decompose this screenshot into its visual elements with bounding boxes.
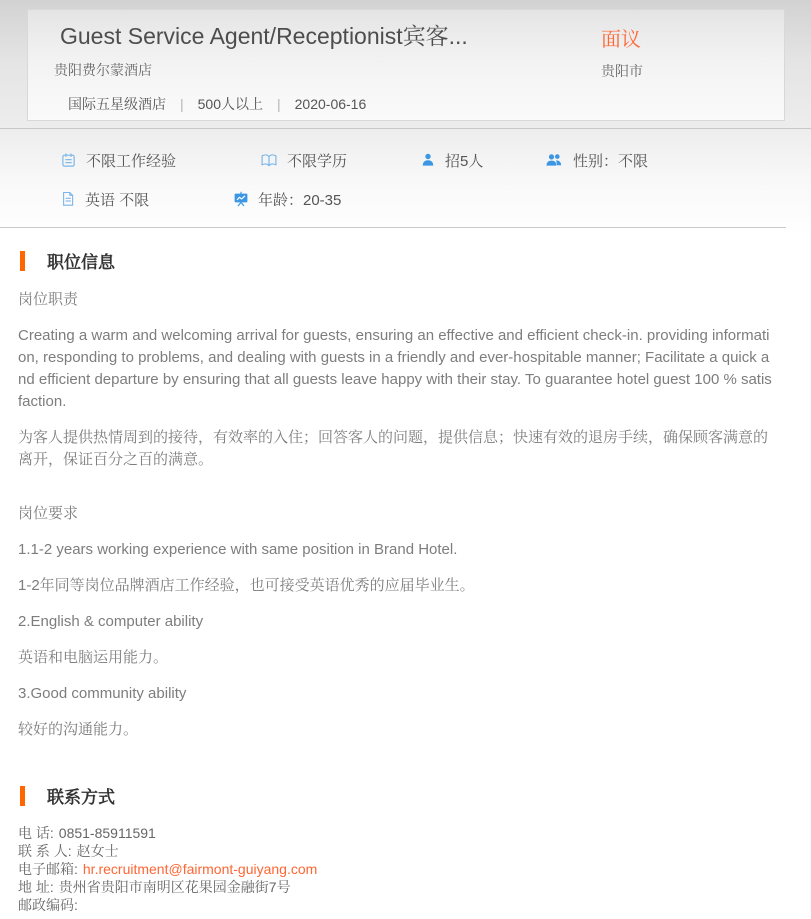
meta-gender [545,150,648,171]
meta-age [233,189,341,210]
contact-email-line [18,860,774,878]
meta-language-label: 英语 不限 [85,191,150,209]
people-icon [545,152,564,168]
address-value: 贵州省贵阳市南明区花果园金融街7号 [58,879,291,895]
chart-board-icon [233,191,249,207]
meta-gender-label: 性别：不限 [573,152,649,170]
phone-value: 0851-85911591 [58,825,156,841]
meta-row-1 [60,148,811,172]
section-accent-bar [20,251,25,271]
contact-person-label: 联 系 人: [18,843,72,859]
job-duty-cn: 为客人提供热情周到的接待，有效率的入住；回答客人的问题，提供信息；快速有效的退房手续，确保顾客满意的离开，保证百分之百的满意。 [18,429,769,468]
tag-company-size: 500人以上 [197,96,263,112]
section-job-info-title: 职位信息 [47,253,115,272]
contact-postcode-line [18,896,774,914]
meta-age-label: 年龄：20-35 [258,191,342,209]
postcode-label: 邮政编码: [18,897,78,913]
meta-experience [60,150,260,171]
clipboard-icon [60,152,77,169]
job-city: 贵阳市 [601,63,643,79]
meta-education [260,150,420,171]
section-contact [0,783,786,808]
meta-headcount [420,150,545,171]
job-meta-band [0,129,811,227]
tag-separator: | [277,96,281,112]
contact-person-line [18,842,774,860]
job-header-band [0,0,811,129]
requirement-3-cn: 较好的沟通能力。 [18,721,139,738]
book-icon [260,152,278,169]
requirement-2-cn: 英语和电脑运用能力。 [18,649,169,666]
salary-negotiable: 面议 [601,29,641,51]
person-icon [420,152,436,168]
phone-label: 电 话: [18,825,54,841]
job-duty-heading: 岗位职责 [18,291,79,308]
requirement-1-cn: 1-2年同等岗位品牌酒店工作经验，也可接受英语优秀的应届毕业生。 [18,577,475,594]
job-title: Guest Service Agent/Receptionist宾客... [60,23,468,49]
section-accent-bar [20,786,25,806]
contact-phone-line [18,824,774,842]
job-content [0,227,786,919]
job-requirement-heading: 岗位要求 [18,505,79,522]
tag-separator: | [180,96,184,112]
job-header-card [27,9,785,121]
requirement-2-en: 2.English & computer ability [18,613,204,630]
section-contact-title: 联系方式 [47,788,115,807]
email-link[interactable]: hr.recruitment@fairmont-guiyang.com [82,861,318,877]
meta-experience-label: 不限工作经验 [86,152,177,170]
job-tags [68,94,366,114]
meta-language [60,189,233,210]
address-label: 地 址: [18,879,54,895]
contact-address-line [18,878,774,896]
requirement-1-en: 1.1-2 years working experience with same position in Brand Hotel. [18,541,458,558]
email-label: 电子邮箱: [18,861,78,877]
meta-education-label: 不限学历 [287,152,348,170]
requirement-3-en: 3.Good community ability [18,685,187,702]
meta-headcount-label: 招5人 [445,152,484,170]
contact-person-value: 赵女士 [76,843,119,859]
job-duty-en: Creating a warm and welcoming arrival for guests, ensuring an effective and efficient check-in. providing information, responding to problems, and dealing with guests in a friendly and ever-hospitable manner; Facilitate a quick and efficient departure by ensuring that all guests leave happy with their stay. To guarantee hotel guest 100 % satisfaction. [18,327,772,410]
tag-hotel-level: 国际五星级酒店 [68,96,166,112]
contact-block [18,824,774,914]
tag-post-date: 2020-06-16 [294,96,367,112]
company-name: 贵阳费尔蒙酒店 [54,62,152,78]
document-icon [60,191,76,207]
section-job-info [0,248,786,273]
meta-row-2 [60,187,811,211]
